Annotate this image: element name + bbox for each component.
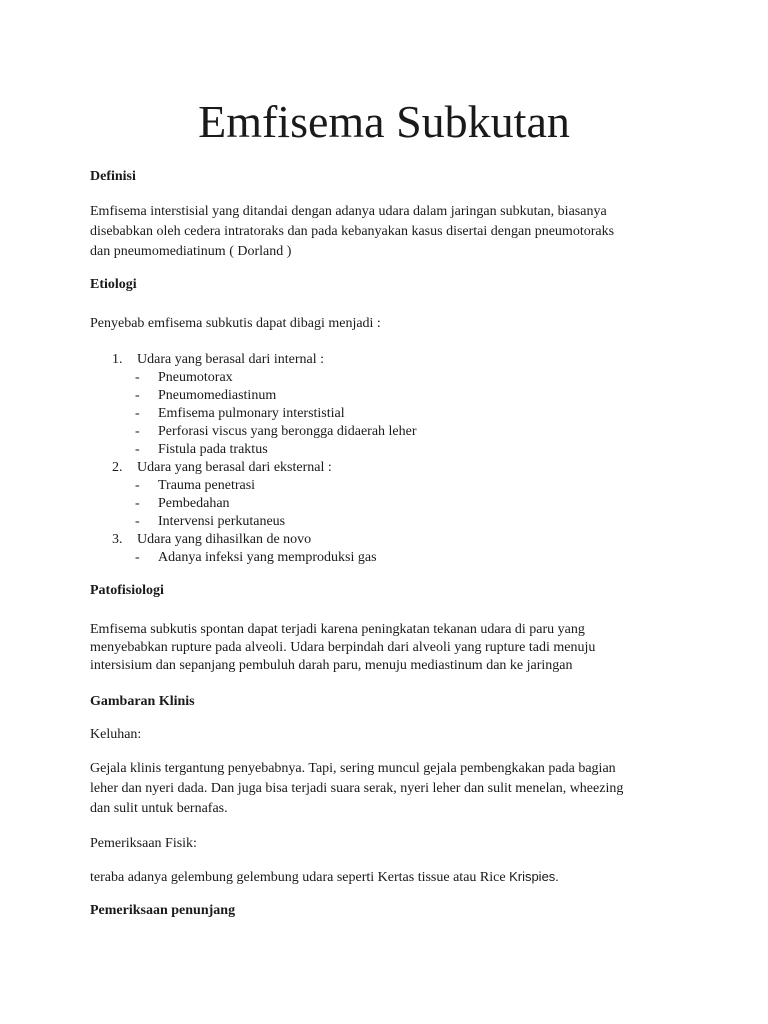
list-number: 2.: [112, 460, 123, 475]
list-number: 3.: [112, 532, 123, 547]
list-item-label: Udara yang berasal dari eksternal :: [137, 460, 332, 475]
sub-item-text: Pembedahan: [158, 496, 230, 511]
sub-item-text: Fistula pada traktus: [158, 442, 268, 457]
heading-patofisiologi: Patofisiologi: [90, 583, 164, 598]
list-item: [90, 351, 690, 459]
list-item: [90, 459, 690, 531]
keluhan-line: Gejala klinis tergantung penyebabnya. Tapi, sering muncul gejala pembengkakan pada bagian: [90, 761, 616, 776]
pemeriksaan-fisik-suffix: Krispies.: [509, 869, 559, 884]
patofisiologi-line: Emfisema subkutis spontan dapat terjadi karena peningkatan tekanan udara di paru yang: [90, 622, 585, 637]
sub-list-item: [90, 495, 690, 513]
dash-bullet: -: [135, 442, 140, 457]
definisi-paragraph: [90, 202, 690, 262]
keluhan-line: leher dan nyeri dada. Dan juga bisa terjadi suara serak, nyeri leher dan sulit menelan, wheezing: [90, 781, 624, 796]
dash-bullet: -: [135, 550, 140, 565]
patofisiologi-line: menyebabkan rupture pada alveoli. Udara berpindah dari alveoli yang rupture tadi menuju: [90, 640, 596, 655]
sub-list-item: [90, 369, 690, 387]
sub-list-item: [90, 513, 690, 531]
sub-item-text: Adanya infeksi yang memproduksi gas: [158, 550, 377, 565]
dash-bullet: -: [135, 424, 140, 439]
etiologi-list: [90, 351, 690, 567]
heading-pemeriksaan-penunjang: Pemeriksaan penunjang: [90, 903, 236, 918]
sub-item-text: Pneumomediastinum: [158, 388, 277, 403]
heading-etiologi: Etiologi: [90, 277, 137, 292]
sub-list-item: [90, 387, 690, 405]
pemeriksaan-fisik-text: [90, 868, 690, 887]
heading-definisi: Definisi: [90, 169, 136, 184]
sub-item-text: Pneumotorax: [158, 370, 233, 385]
document-title: Emfisema Subkutan: [198, 96, 570, 147]
list-item: [90, 531, 690, 567]
pemeriksaan-fisik-main: teraba adanya gelembung gelembung udara seperti Kertas tissue atau Rice: [90, 870, 510, 885]
sub-item-text: Emfisema pulmonary interstistial: [158, 406, 345, 421]
definisi-line: disebabkan oleh cedera intratoraks dan pada kebanyakan kasus disertai dengan pneumotoraks: [90, 224, 615, 239]
list-number: 1.: [112, 352, 123, 367]
sub-list-item: [90, 405, 690, 423]
list-item-label: Udara yang dihasilkan de novo: [137, 532, 312, 547]
sub-list-item: [90, 477, 690, 495]
dash-bullet: -: [135, 514, 140, 529]
sub-item-text: Trauma penetrasi: [158, 478, 256, 493]
dash-bullet: -: [135, 370, 140, 385]
list-item-label: Udara yang berasal dari internal :: [137, 352, 324, 367]
etiologi-intro: Penyebab emfisema subkutis dapat dibagi menjadi :: [90, 316, 381, 331]
patofisiologi-line: intersisium dan sepanjang pembuluh darah paru, menuju mediastinum dan ke jaringan: [90, 658, 573, 673]
definisi-line: Emfisema interstisial yang ditandai dengan adanya udara dalam jaringan subkutan, biasanya: [90, 204, 607, 219]
dash-bullet: -: [135, 406, 140, 421]
sub-list-item: [90, 549, 690, 567]
sub-list-item: [90, 423, 690, 441]
patofisiologi-paragraph: [90, 621, 690, 675]
pemeriksaan-fisik-label: Pemeriksaan Fisik:: [90, 836, 197, 851]
sub-item-text: Intervensi perkutaneus: [158, 514, 286, 529]
sub-list-item: [90, 441, 690, 459]
keluhan-line: dan sulit untuk bernafas.: [90, 801, 228, 816]
sub-item-text: Perforasi viscus yang berongga didaerah leher: [158, 424, 417, 439]
definisi-line: dan pneumomediatinum ( Dorland ): [90, 244, 292, 259]
heading-gambaran-klinis: Gambaran Klinis: [90, 694, 195, 709]
dash-bullet: -: [135, 388, 140, 403]
keluhan-label: Keluhan:: [90, 727, 142, 742]
dash-bullet: -: [135, 478, 140, 493]
keluhan-paragraph: [90, 759, 690, 819]
dash-bullet: -: [135, 496, 140, 511]
